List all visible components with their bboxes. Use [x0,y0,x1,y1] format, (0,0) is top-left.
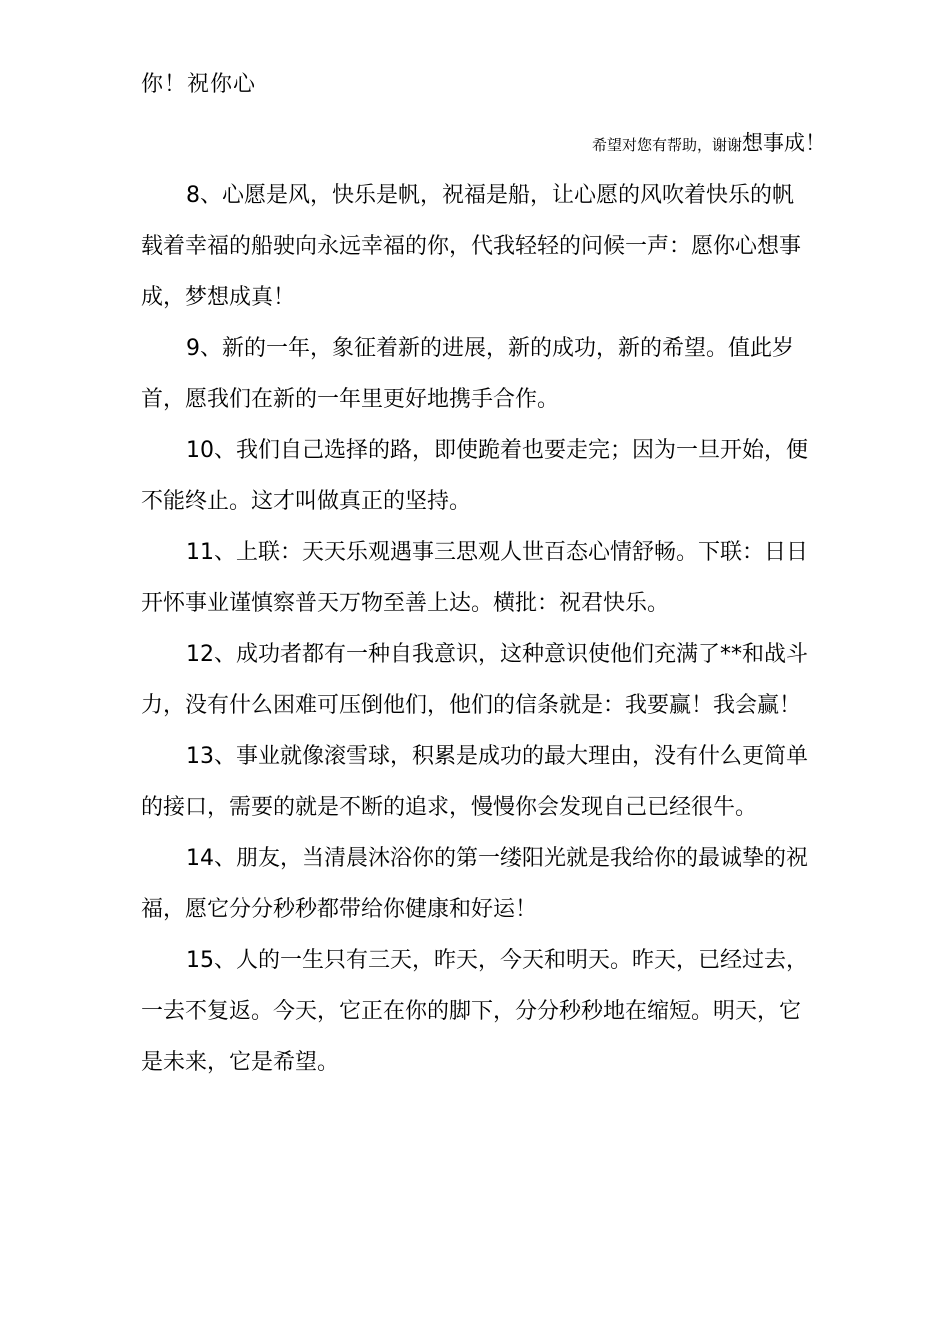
footer-note-large: 想事成！ [742,131,826,155]
footer-note-small: 希望对您有帮助，谢谢 [591,136,742,154]
list-item: 11、上联：天天乐观遇事三思观人世百态心情舒畅。下联：日日开怀事业谨慎察普天万物至善上达。横批：祝君快乐。 [141,540,808,616]
top-text-fragment: 你！祝你心 [141,72,257,97]
list-item: 9、新的一年，象征着新的进展，新的成功，新的希望。值此岁首，愿我们在新的一年里更好地携手合作。 [141,336,794,412]
list-item: 13、事业就像滚雪球，积累是成功的最大理由，没有什么更简单的接口，需要的就是不断的追求，慢慢你会发现自己已经很牛。 [141,744,808,820]
list-item: 12、成功者都有一种自我意识，这种意识使他们充满了**和战斗力，没有什么困难可压倒他们，他们的信条就是：我要赢！我会赢！ [141,642,808,718]
list-item: 14、朋友，当清晨沐浴你的第一缕阳光就是我给你的最诚挚的祝福，愿它分分秒秒都带给你健康和好运！ [141,846,808,922]
list-item: 10、我们自己选择的路，即使跪着也要走完；因为一旦开始，便不能终止。这才叫做真正的坚持。 [141,438,808,514]
wish-list [141,170,811,1088]
footer-note [592,128,826,160]
list-item: 15、人的一生只有三天，昨天，今天和明天。昨天，已经过去，一去不复返。今天，它正在你的脚下，分分秒秒地在缩短。明天，它是未来，它是希望。 [141,948,808,1075]
list-item: 8、心愿是风，快乐是帆，祝福是船，让心愿的风吹着快乐的帆载着幸福的船驶向永远幸福的你，代我轻轻的问候一声：愿你心想事成，梦想成真！ [141,183,802,310]
